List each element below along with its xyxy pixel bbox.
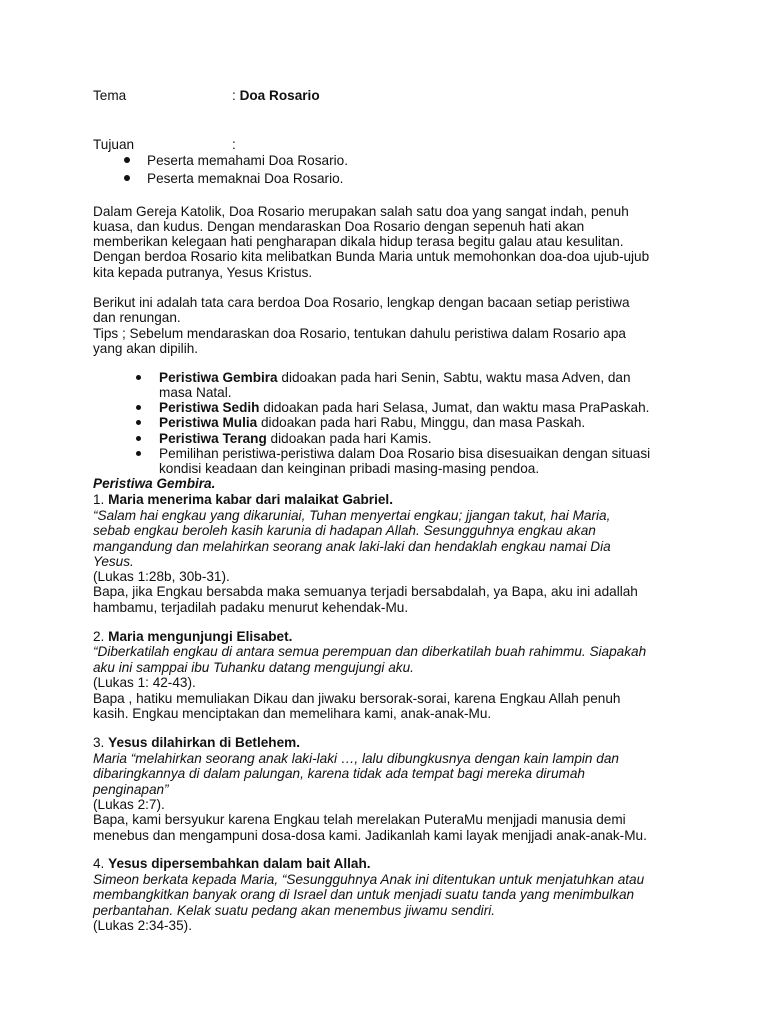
tujuan-label: Tujuan bbox=[93, 137, 135, 152]
tema-label: Tema bbox=[93, 88, 127, 103]
schedule-item bbox=[159, 415, 585, 430]
tema-separator: : bbox=[232, 88, 240, 103]
bullet-icon bbox=[136, 436, 141, 441]
mystery-quote-line bbox=[93, 751, 619, 766]
mystery-quote-line: aku ini samppai ibu Tuhanku datang mengujungi aku. bbox=[93, 660, 414, 675]
mystery-quote-prefix: Maria bbox=[93, 751, 131, 766]
schedule-item bbox=[159, 370, 631, 385]
mystery-prayer-line: hambamu, terjadilah padaku menurut kehendak-Mu. bbox=[93, 600, 409, 615]
mystery-number: 1. bbox=[93, 492, 105, 507]
tema-value: Doa Rosario bbox=[239, 88, 320, 103]
schedule-item-cont: masa Natal. bbox=[159, 385, 232, 400]
mystery-quote-line: Simeon berkata kepada Maria, “Sesungguhnya Anak ini ditentukan untuk menjatuhkan atau bbox=[93, 872, 645, 887]
schedule-item-cont: kondisi keadaan dan keinginan pribadi masing-masing pendoa. bbox=[159, 461, 540, 476]
bullet-icon bbox=[136, 405, 141, 410]
mystery-prayer-line: Bapa , hatiku memuliakan Dikau dan jiwaku bersorak-sorai, karena Engkau Allah penuh bbox=[93, 691, 621, 706]
mystery-heading bbox=[93, 856, 371, 871]
mystery-number: 2. bbox=[93, 629, 105, 644]
schedule-item bbox=[159, 400, 649, 415]
schedule-item-text: didoakan pada hari Rabu, Minggu, dan masa Paskah. bbox=[257, 415, 586, 430]
mystery-quote-line: “Salam hai engkau yang dikaruniai, Tuhan menyertai engkau; jjangan takut, hai Maria, bbox=[93, 508, 611, 523]
schedule-item-title: Peristiwa Gembira bbox=[159, 370, 278, 385]
mystery-title: Maria menerima kabar dari malaikat Gabriel. bbox=[108, 492, 393, 507]
tata-cara-line: yang akan dipilih. bbox=[93, 341, 199, 356]
mystery-quote-line: Yesus. bbox=[93, 554, 134, 569]
bullet-icon bbox=[136, 420, 141, 425]
tujuan-item: Peserta memahami Doa Rosario. bbox=[147, 153, 348, 168]
mystery-quote-line: membangkitkan banyak orang di Israel dan untuk menjadi suatu tanda yang menimbulkan bbox=[93, 887, 635, 902]
schedule-item-title: Peristiwa Terang bbox=[159, 431, 267, 446]
schedule-item bbox=[159, 446, 650, 461]
mystery-quote-line: penginapan” bbox=[93, 782, 169, 797]
schedule-item-text: didoakan pada hari Selasa, Jumat, dan waktu masa PraPaskah. bbox=[259, 400, 650, 415]
mystery-heading bbox=[93, 629, 292, 644]
intro-line: kuasa, dan kudus. Dengan mendaraskan Doa Rosario dengan sepenuh hati akan bbox=[93, 219, 585, 234]
mystery-quote-text: “melahirkan seorang anak laki-laki …, lalu dibungkusnya dengan kain lampin dan bbox=[130, 751, 619, 766]
intro-line: Dalam Gereja Katolik, Doa Rosario merupakan salah satu doa yang sangat indah, penuh bbox=[93, 204, 629, 219]
mystery-prayer-line: menebus dan mengampuni dosa-dosa kami. Jadikanlah kami layak menjjadi anak-anak-Mu. bbox=[93, 828, 647, 843]
tujuan-item: Peserta memaknai Doa Rosario. bbox=[147, 171, 344, 186]
intro-line: memberikan kelegaan hati pengharapan dikala hidup terasa begitu galau atau kesulitan. bbox=[93, 234, 624, 249]
mystery-prayer-line: Bapa, kami bersyukur karena Engkau telah merelakan PuteraMu menjjadi manusia demi bbox=[93, 812, 626, 827]
bullet-icon bbox=[136, 451, 141, 456]
schedule-item bbox=[159, 431, 432, 446]
mystery-reference: (Lukas 2:34-35). bbox=[93, 918, 192, 933]
mystery-prayer-line: kasih. Engkau menciptakan dan memelihara kami, anak-anak-Mu. bbox=[93, 706, 492, 721]
mystery-quote-line: “Diberkatilah engkau di antara semua perempuan dan diberkatilah buah rahimmu. Siapakah bbox=[93, 644, 647, 659]
schedule-item-text: didoakan pada hari Kamis. bbox=[266, 431, 432, 446]
mystery-title: Yesus dilahirkan di Betlehem. bbox=[108, 735, 301, 750]
tema-value-row bbox=[232, 88, 320, 103]
schedule-item-title: Peristiwa Mulia bbox=[159, 415, 258, 430]
mystery-number: 3. bbox=[93, 735, 105, 750]
schedule-item-title: Peristiwa Sedih bbox=[159, 400, 260, 415]
mystery-title: Maria mengunjungi Elisabet. bbox=[108, 629, 293, 644]
bullet-icon bbox=[124, 175, 130, 181]
bullet-icon bbox=[136, 375, 141, 380]
mystery-number: 4. bbox=[93, 856, 105, 871]
mystery-heading bbox=[93, 735, 300, 750]
intro-line: Dengan berdoa Rosario kita melibatkan Bunda Maria untuk memohonkan doa-doa ujub-ujub bbox=[93, 249, 650, 264]
bullet-icon bbox=[124, 157, 130, 163]
mystery-quote-line: dibaringkannya di dalam palungan, karena tidak ada tempat bagi mereka dirumah bbox=[93, 766, 585, 781]
tata-cara-line: dan renungan. bbox=[93, 310, 181, 325]
tata-cara-line: Tips ; Sebelum mendaraskan doa Rosario, tentukan dahulu peristiwa dalam Rosario apa bbox=[93, 326, 626, 341]
mystery-quote-line: perbantahan. Kelak suatu pedang akan menembus jiwamu sendiri. bbox=[93, 903, 496, 918]
mystery-reference: (Lukas 1: 42-43). bbox=[93, 675, 196, 690]
mystery-reference: (Lukas 1:28b, 30b-31). bbox=[93, 569, 230, 584]
mystery-title: Yesus dipersembahkan dalam bait Allah. bbox=[108, 856, 371, 871]
mystery-reference: (Lukas 2:7). bbox=[93, 797, 165, 812]
section-title: Peristiwa Gembira. bbox=[93, 476, 216, 491]
schedule-item-text: Pemilihan peristiwa-peristiwa dalam Doa Rosario bisa disesuaikan dengan situasi bbox=[159, 446, 651, 461]
mystery-quote-line: mangandung dan melahirkan seorang anak laki-laki dan hendaklah engkau namai Dia bbox=[93, 539, 611, 554]
mystery-quote-line: sebab engkau beroleh kasih karunia di hadapan Allah. Sesungguhnya engkau akan bbox=[93, 523, 596, 538]
mystery-heading bbox=[93, 492, 393, 507]
tujuan-separator: : bbox=[232, 137, 236, 152]
schedule-item-text: didoakan pada hari Senin, Sabtu, waktu masa Adven, dan bbox=[277, 370, 631, 385]
tata-cara-line: Berikut ini adalah tata cara berdoa Doa Rosario, lengkap dengan bacaan setiap peristiwa bbox=[93, 295, 630, 310]
intro-line: kita kepada putranya, Yesus Kristus. bbox=[93, 265, 313, 280]
mystery-prayer-line: Bapa, jika Engkau bersabda maka semuanya terjadi bersabdalah, ya Bapa, aku ini adallah bbox=[93, 584, 638, 599]
